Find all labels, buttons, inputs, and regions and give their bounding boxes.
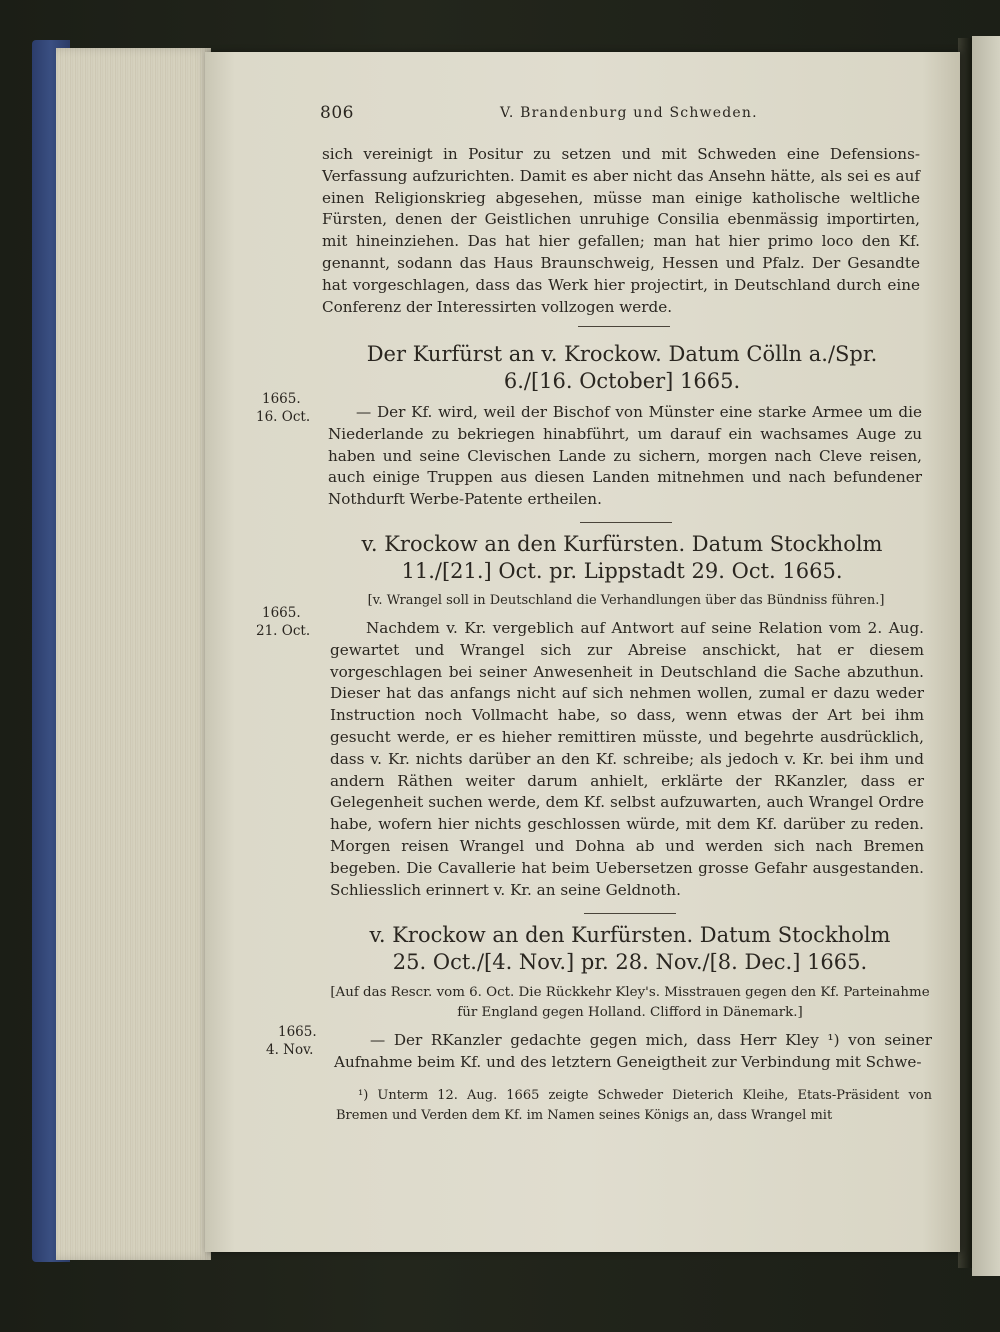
page-stack-edge <box>56 48 211 1260</box>
letter-body-3 <box>334 1030 932 1074</box>
letter-body-1-text: — Der Kf. wird, weil der Bischof von Münster eine starke Armee um die Niederlande zu bekriegen hinabführt, um darauf ein wachsames Auge zu haben und seine Clevischen Lande zu sichern, morgen nach Cleve reisen, auch einige Truppen aus diesen Landen mitnehmen und nach befundener Nothdurft Werbe-Patente ertheilen. <box>328 403 922 509</box>
letter-body-1 <box>328 402 922 511</box>
facing-page-edge <box>972 36 1000 1276</box>
letter-summary-3-text: [Auf das Rescr. vom 6. Oct. Die Rückkehr Kley's. Misstrauen gegen den Kf. Parteinahme für England gegen Holland. Clifford in Dänemark.] <box>330 985 930 1020</box>
margin-year-2: 1665. <box>262 605 301 621</box>
section-divider <box>578 326 670 327</box>
letter-body-2-text: Nachdem v. Kr. vergeblich auf Antwort auf seine Relation vom 2. Aug. gewartet und Wrangel sich zur Abreise anschickt, hat er diesem vorgeschlagen bei seiner Anwesenheit in Deutschland die Sache abzuthun. Dieser hat das anfangs nicht auf sich nehmen wollen, zumal er dazu weder Instruction noch Vollmacht habe, so dass, wenn etwas der Art bei ihm gesucht werde, er es hieher remittiren müsste, und begehrte ausdrücklich, dass v. Kr. nichts darüber an den Kf. schreibe; als jedoch v. Kr. bei ihm und andern Räthen weiter darum anhielt, erklärte der RKanzler, dass er Gelegenheit suchen werde, dem Kf. selbst aufzuwarten, auch Wrangel Ordre habe, wofern hier nichts geschlossen würde, mit dem Kf. darüber zu reden. Morgen reisen Wrangel und Dohna ab und werden sich nach Bremen begeben. Die Cavallerie hat beim Uebersetzen grosse Gefahr ausgestanden. Schliesslich erinnert v. Kr. an seine Geldnoth. <box>330 619 924 899</box>
margin-note-3 <box>266 1023 317 1059</box>
letter-summary-2-text: [v. Wrangel soll in Deutschland die Verhandlungen über das Bündniss führen.] <box>367 593 885 608</box>
letter-body-3-text: — Der RKanzler gedachte gegen mich, dass Herr Kley ¹) von seiner Aufnahme beim Kf. und des letztern Geneigtheit zur Verbindung mit Schwe- <box>334 1031 932 1071</box>
margin-year-1: 1665. <box>262 391 301 407</box>
letter-summary-2 <box>326 591 926 611</box>
opening-paragraph <box>322 144 920 318</box>
letter-heading-1-line1: Der Kurfürst an v. Krockow. Datum Cölln a./Spr. <box>366 342 878 366</box>
opening-paragraph-text: sich vereinigt in Positur zu setzen und mit Schweden eine Defensions-Verfassung aufzurichten. Damit es aber nicht das Ansehn hätte, als sei es auf einen Religionskrieg abgesehen, müsse man einige katholische weltliche Fürsten, denen der Geistlichen unruhige Consilia ebenmässig importirten, mit hineinziehen. Das hat hier gefallen; man hat hier primo loco den Kf. genannt, sodann das Haus Braunschweig, Hessen und Pfalz. Der Gesandte hat vorgeschlagen, dass das Werk hier projectirt, in Deutschland durch eine Conferenz der Interessirten vollzogen werde. <box>322 145 920 316</box>
margin-date-1: 16. Oct. <box>256 409 311 425</box>
page-header <box>320 103 758 123</box>
margin-note-1 <box>256 390 310 426</box>
margin-date-2: 21. Oct. <box>256 623 311 639</box>
section-divider <box>584 913 676 914</box>
margin-note-2 <box>256 604 310 640</box>
letter-heading-3 <box>330 922 930 976</box>
letter-heading-3-line1: v. Krockow an den Kurfürsten. Datum Stockholm <box>369 923 891 947</box>
letter-heading-1-line2: 6./[16. October] 1665. <box>503 369 741 393</box>
letter-heading-2 <box>322 531 922 585</box>
margin-date-3: 4. Nov. <box>266 1042 314 1058</box>
book-gutter <box>958 38 972 1268</box>
footnote <box>336 1086 932 1126</box>
page-number: 806 <box>320 103 354 123</box>
letter-body-2 <box>330 618 924 901</box>
margin-year-3: 1665. <box>278 1024 317 1040</box>
letter-heading-2-line1: v. Krockow an den Kurfürsten. Datum Stockholm <box>361 532 883 556</box>
letter-heading-2-line2: 11./[21.] Oct. pr. Lippstadt 29. Oct. 1665. <box>401 559 843 583</box>
footnote-text: ¹) Unterm 12. Aug. 1665 zeigte Schweder Dieterich Kleihe, Etats-Präsident von Bremen und Verden dem Kf. im Namen seines Königs an, dass Wrangel mit <box>336 1088 932 1123</box>
letter-heading-3-line2: 25. Oct./[4. Nov.] pr. 28. Nov./[8. Dec.] 1665. <box>392 950 868 974</box>
letter-heading-1 <box>322 341 922 395</box>
letter-summary-3 <box>330 983 930 1023</box>
section-divider <box>580 522 672 523</box>
running-title: V. Brandenburg und Schweden. <box>500 105 758 121</box>
